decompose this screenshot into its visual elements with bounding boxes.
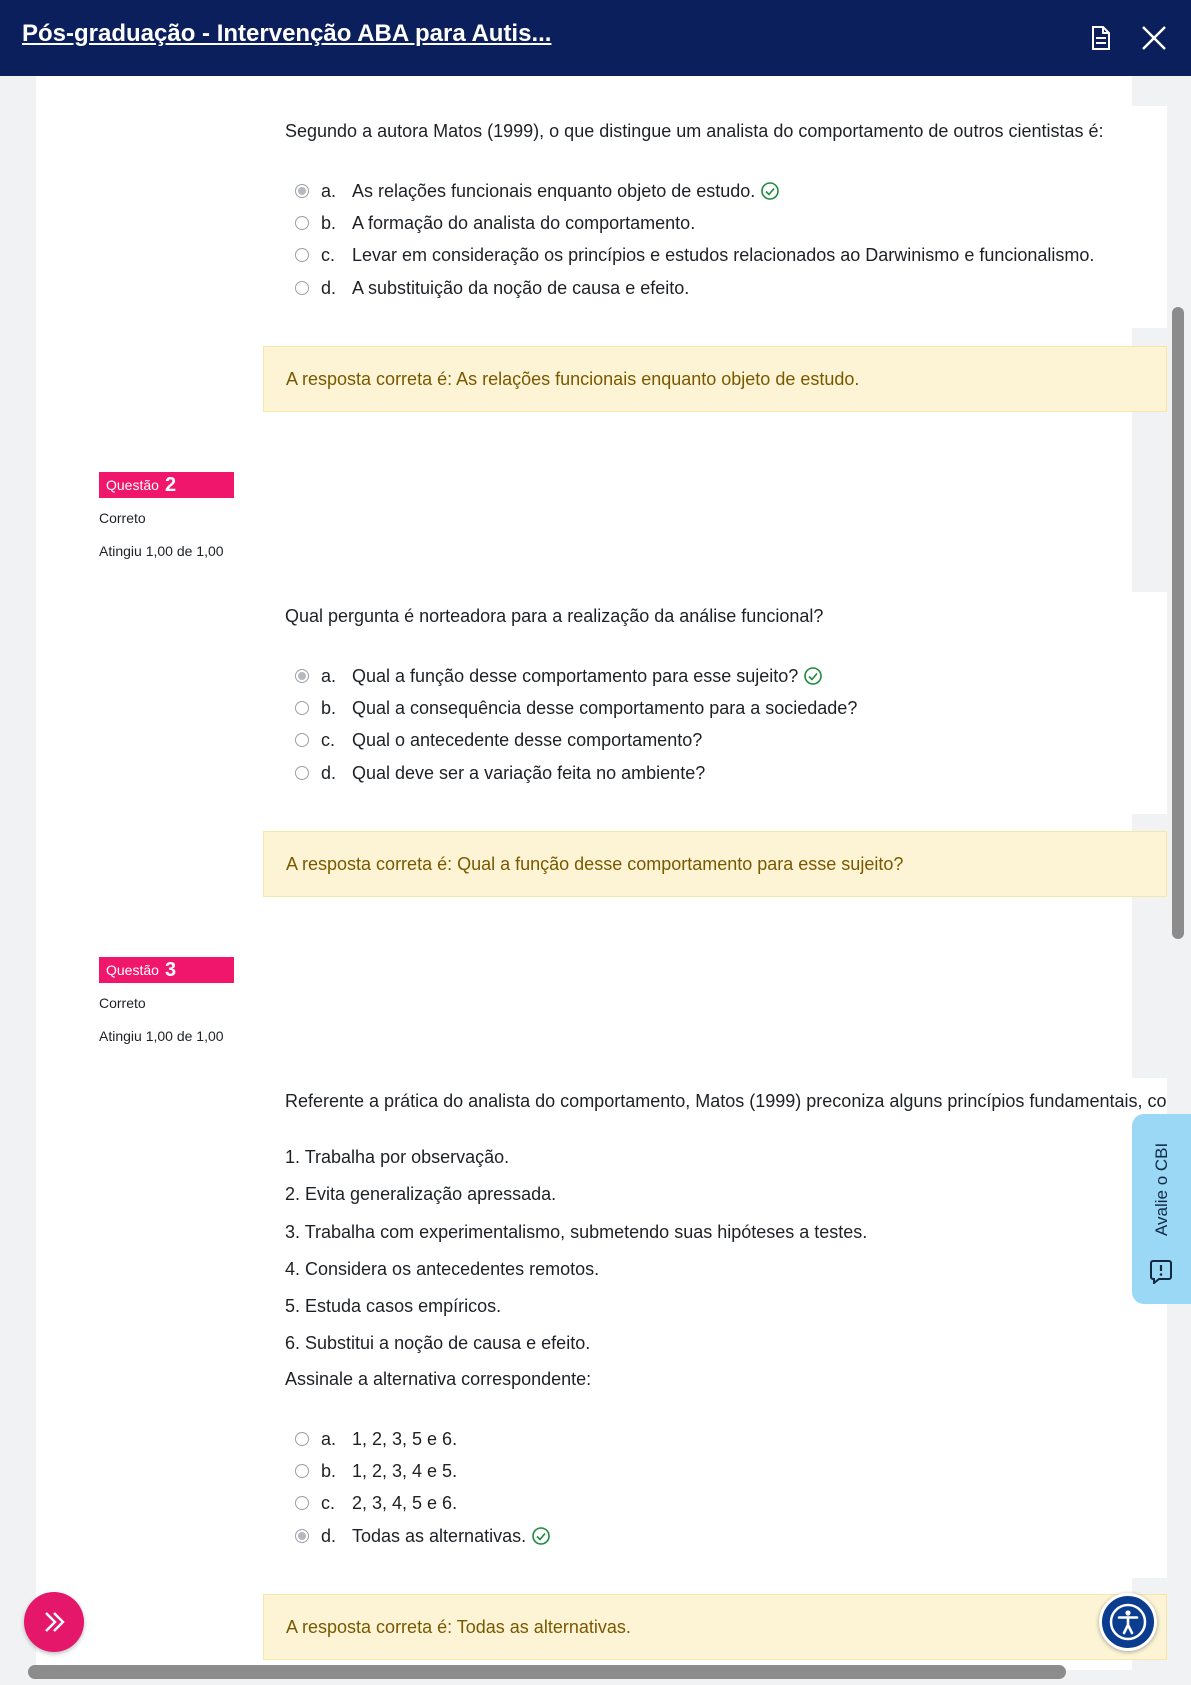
document-icon[interactable]	[1085, 22, 1115, 54]
radio-button[interactable]	[295, 216, 309, 230]
rate-cbi-label: Avalie o CBI	[1152, 1142, 1171, 1236]
option-letter: c.	[321, 1492, 336, 1513]
option-letter: a.	[321, 665, 337, 686]
option-letter: b.	[321, 212, 337, 233]
option-text: Qual o antecedente desse comportamento?	[352, 729, 703, 750]
option-text: A formação do analista do comportamento.	[352, 212, 696, 233]
question-label: Questão	[106, 962, 159, 978]
option-text: As relações funcionais enquanto objeto de estudo.	[352, 180, 756, 201]
answer-option[interactable]	[295, 1426, 457, 1452]
rate-cbi-tab[interactable]	[1132, 1114, 1191, 1304]
answer-option[interactable]	[295, 275, 689, 301]
option-letter: c.	[321, 244, 336, 265]
option-text: Todas as alternativas.	[352, 1525, 527, 1546]
correct-check-icon	[761, 182, 779, 200]
accessibility-icon	[1102, 1596, 1154, 1648]
option-text: 1, 2, 3, 4 e 5.	[352, 1460, 458, 1481]
option-letter: b.	[321, 697, 337, 718]
principle-item: 3. Trabalha com experimentalismo, submetendo suas hipóteses a testes.	[285, 1222, 868, 1242]
answer-option[interactable]	[295, 1458, 457, 1484]
question-text: Qual pergunta é norteadora para a realização da análise funcional?	[285, 606, 824, 626]
option-text: Qual deve ser a variação feita no ambiente?	[352, 762, 706, 783]
question-number: 3	[164, 958, 177, 981]
formulation-strip	[1132, 76, 1167, 106]
radio-button[interactable]	[295, 733, 309, 747]
question-grade: Atingiu 1,00 de 1,00	[99, 1028, 224, 1044]
answer-option[interactable]	[295, 727, 702, 753]
expand-drawer-button[interactable]	[24, 1592, 84, 1652]
option-text: 1, 2, 3, 5 e 6.	[352, 1428, 458, 1449]
vertical-scrollbar[interactable]	[1172, 307, 1184, 939]
radio-button[interactable]	[295, 1529, 309, 1543]
answer-option[interactable]	[295, 210, 695, 236]
radio-button[interactable]	[295, 281, 309, 295]
radio-button[interactable]	[295, 248, 309, 262]
option-letter: b.	[321, 1460, 337, 1481]
principle-item: 4. Considera os antecedentes remotos.	[285, 1259, 600, 1279]
answer-option[interactable]	[295, 695, 857, 721]
option-letter: a.	[321, 1428, 337, 1449]
answer-option[interactable]	[295, 663, 822, 689]
radio-button[interactable]	[295, 1464, 309, 1478]
question-state: Correto	[99, 510, 146, 526]
option-text: A substituição da noção de causa e efeito.	[352, 277, 690, 298]
option-letter: a.	[321, 180, 337, 201]
answer-option[interactable]	[295, 1523, 550, 1549]
question-badge	[99, 957, 234, 983]
question-text: Referente a prática do analista do comportamento, Matos (1999) preconiza alguns princípios fundamentais, co	[285, 1091, 1167, 1111]
radio-button[interactable]	[295, 1432, 309, 1446]
correct-answer-feedback: A resposta correta é: Qual a função desse comportamento para esse sujeito?	[263, 831, 1167, 897]
double-chevron-right-icon	[24, 1592, 84, 1652]
radio-button[interactable]	[295, 669, 309, 683]
radio-button[interactable]	[295, 766, 309, 780]
principle-item: 1. Trabalha por observação.	[285, 1147, 510, 1167]
accessibility-button[interactable]	[1099, 1593, 1157, 1651]
question-instruction: Assinale a alternativa correspondente:	[285, 1369, 592, 1389]
radio-button[interactable]	[295, 1496, 309, 1510]
radio-button[interactable]	[295, 184, 309, 198]
option-letter: d.	[321, 1525, 337, 1546]
answer-option[interactable]	[295, 178, 779, 204]
quiz-review-page	[36, 76, 1167, 1670]
option-text: Levar em consideração os princípios e estudos relacionados ao Darwinismo e funcionalismo.	[352, 244, 1095, 265]
option-letter: c.	[321, 729, 336, 750]
option-text: Qual a função desse comportamento para esse sujeito?	[352, 665, 799, 686]
option-letter: d.	[321, 277, 337, 298]
correct-answer-feedback: A resposta correta é: Todas as alternativas.	[263, 1594, 1167, 1660]
feedback-icon	[1149, 1258, 1173, 1284]
option-text: 2, 3, 4, 5 e 6.	[352, 1492, 458, 1513]
option-letter: d.	[321, 762, 337, 783]
question-label: Questão	[106, 477, 159, 493]
radio-button[interactable]	[295, 701, 309, 715]
answer-option[interactable]	[295, 760, 705, 786]
top-bar	[0, 0, 1191, 76]
close-icon[interactable]	[1136, 20, 1172, 56]
course-title-link[interactable]: Pós-graduação - Intervenção ABA para Autis...	[22, 20, 552, 47]
answer-option[interactable]	[295, 242, 1094, 268]
question-text: Segundo a autora Matos (1999), o que distingue um analista do comportamento de outros cientistas é:	[285, 121, 1104, 141]
option-text: Qual a consequência desse comportamento para a sociedade?	[352, 697, 858, 718]
correct-answer-feedback: A resposta correta é: As relações funcionais enquanto objeto de estudo.	[263, 346, 1167, 412]
correct-check-icon	[532, 1527, 550, 1545]
principle-item: 6. Substitui a noção de causa e efeito.	[285, 1333, 591, 1353]
horizontal-scrollbar[interactable]	[28, 1665, 1066, 1679]
correct-check-icon	[804, 667, 822, 685]
principle-item: 5. Estuda casos empíricos.	[285, 1296, 502, 1316]
question-grade: Atingiu 1,00 de 1,00	[99, 543, 224, 559]
question-number: 2	[164, 473, 177, 496]
question-state: Correto	[99, 995, 146, 1011]
answer-option[interactable]	[295, 1490, 457, 1516]
principle-item: 2. Evita generalização apressada.	[285, 1184, 557, 1204]
question-badge	[99, 472, 234, 498]
